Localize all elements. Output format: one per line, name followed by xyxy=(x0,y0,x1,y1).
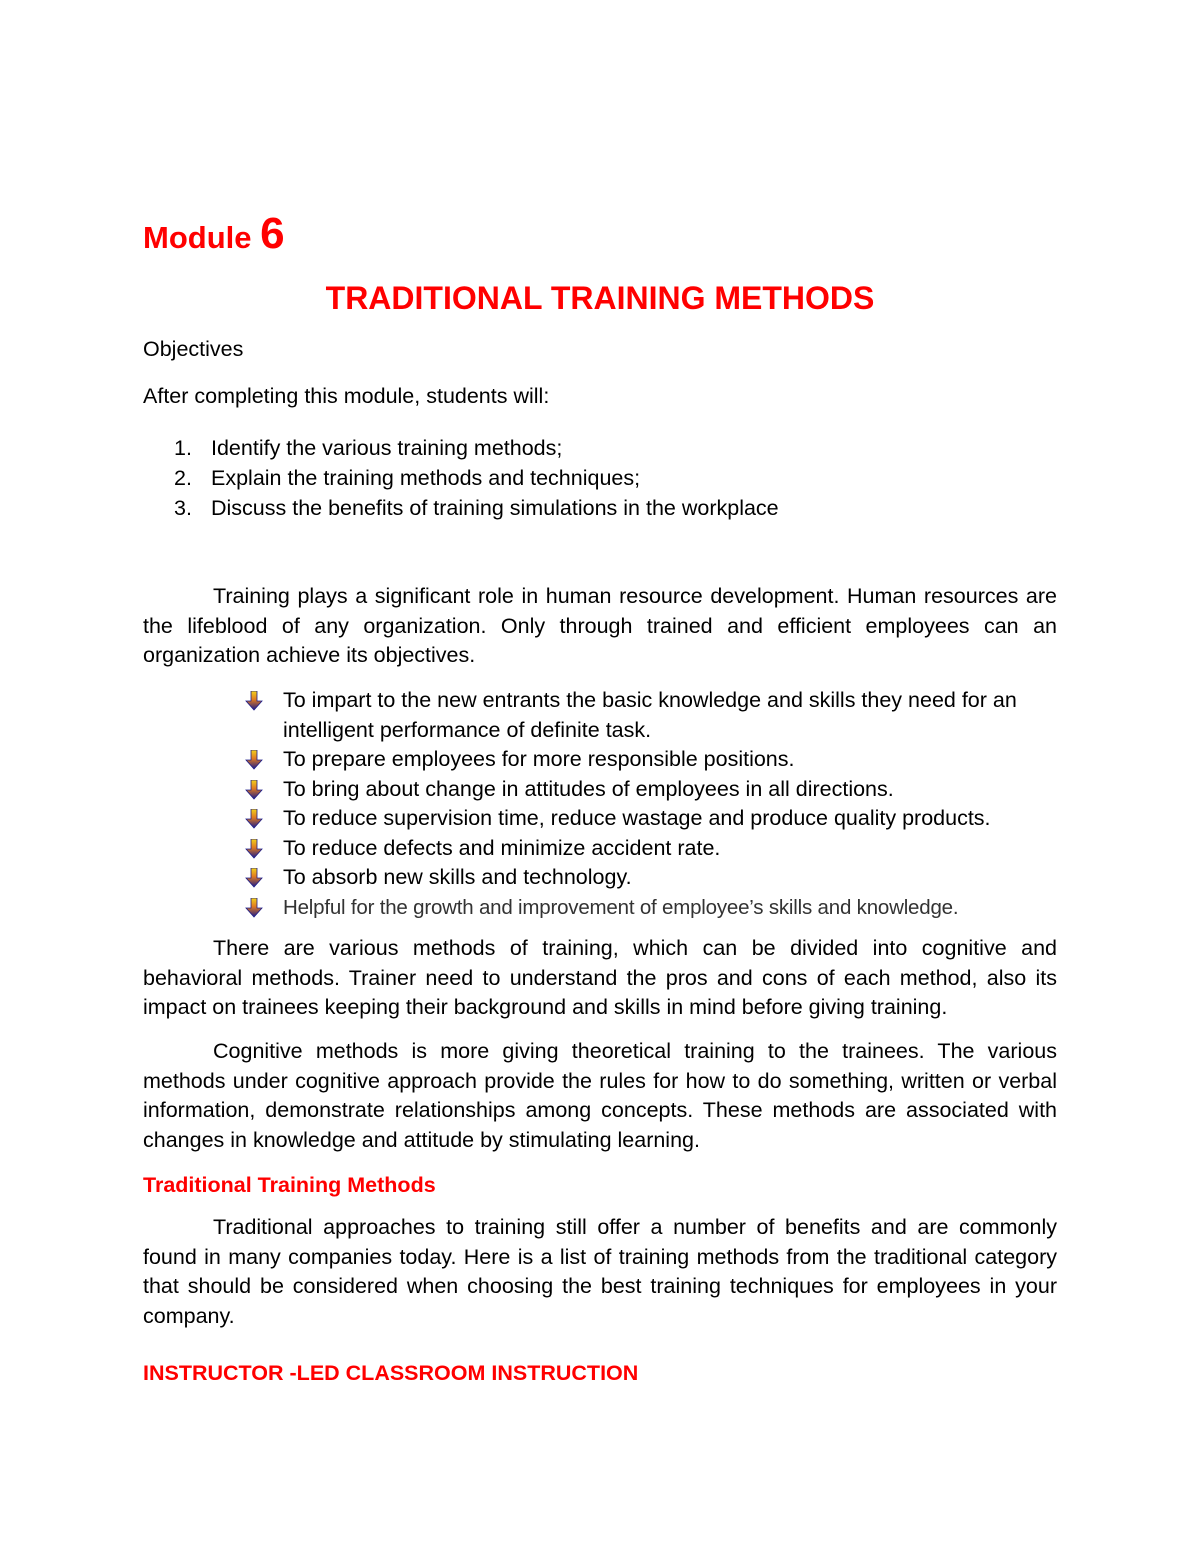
list-text: To bring about change in attitudes of employees in all directions. xyxy=(283,776,894,801)
down-arrow-icon xyxy=(245,868,263,888)
subheading-traditional-methods: Traditional Training Methods xyxy=(143,1173,436,1197)
paragraph-training-methods xyxy=(143,934,1057,1023)
paragraph-text: Cognitive methods is more giving theoretical training to the trainees. The various methods under cognitive approach provide the rules for how to do something, written or verbal information, demonstrate relationships among concepts. These methods are associated with changes in knowledge and attitude by stimulating learning. xyxy=(143,1039,1057,1152)
list-item xyxy=(245,775,1060,805)
list-number: 1. xyxy=(174,436,192,460)
list-item xyxy=(174,433,779,463)
list-item xyxy=(245,893,1060,923)
down-arrow-icon xyxy=(245,839,263,859)
page-title: TRADITIONAL TRAINING METHODS xyxy=(325,280,875,316)
down-arrow-icon xyxy=(245,898,263,918)
paragraph-text: Traditional approaches to training still offer a number of benefits and are commonly found in many companies today. Here is a list of training methods from the traditional category that should be considered when choosing the best training techniques for employees in your company. xyxy=(143,1215,1057,1328)
list-text: Explain the training methods and techniques; xyxy=(211,466,641,490)
down-arrow-icon xyxy=(245,780,263,800)
module-word: Module xyxy=(143,220,252,255)
objectives-intro: After completing this module, students will: xyxy=(143,384,550,408)
paragraph-text: Training plays a significant role in human resource development. Human resources are the lifeblood of any organization. Only through trained and efficient employees can an organization achieve its objectives. xyxy=(143,584,1057,667)
list-item xyxy=(245,686,1060,745)
list-item xyxy=(174,463,779,493)
list-item xyxy=(174,493,779,523)
list-text: Discuss the benefits of training simulations in the workplace xyxy=(211,496,779,520)
list-item xyxy=(245,745,1060,775)
module-number: 6 xyxy=(260,209,285,258)
objectives-list xyxy=(174,433,779,523)
paragraph-traditional-approaches xyxy=(143,1213,1057,1331)
list-number: 3. xyxy=(174,496,192,520)
list-text: To absorb new skills and technology. xyxy=(283,865,632,889)
list-item xyxy=(245,863,1060,893)
down-arrow-icon xyxy=(245,809,263,829)
training-purpose-list xyxy=(245,686,1060,922)
list-text: To prepare employees for more responsible positions. xyxy=(283,747,795,771)
section-heading-instructor-led: INSTRUCTOR -LED CLASSROOM INSTRUCTION xyxy=(143,1361,639,1385)
paragraph-text: There are various methods of training, which can be divided into cognitive and behavioral methods. Trainer need to understand the pros and cons of each method, also its impact on trainees keeping their background and skills in mind before giving training. xyxy=(143,936,1057,1019)
list-number: 2. xyxy=(174,466,192,490)
list-text: To impart to the new entrants the basic knowledge and skills they need for an intelligent performance of definite task. xyxy=(283,688,1017,742)
objectives-label: Objectives xyxy=(143,337,244,361)
paragraph-cognitive-methods xyxy=(143,1037,1057,1155)
down-arrow-icon xyxy=(245,691,263,711)
list-text: Identify the various training methods; xyxy=(211,436,563,460)
module-heading xyxy=(143,207,285,265)
paragraph-training-role xyxy=(143,582,1057,671)
list-text: Helpful for the growth and improvement of employee’s skills and knowledge. xyxy=(283,895,959,919)
list-item xyxy=(245,804,1060,834)
list-item xyxy=(245,834,1060,864)
list-text: To reduce defects and minimize accident rate. xyxy=(283,835,721,860)
list-text: To reduce supervision time, reduce wastage and produce quality products. xyxy=(283,806,991,830)
down-arrow-icon xyxy=(245,750,263,770)
